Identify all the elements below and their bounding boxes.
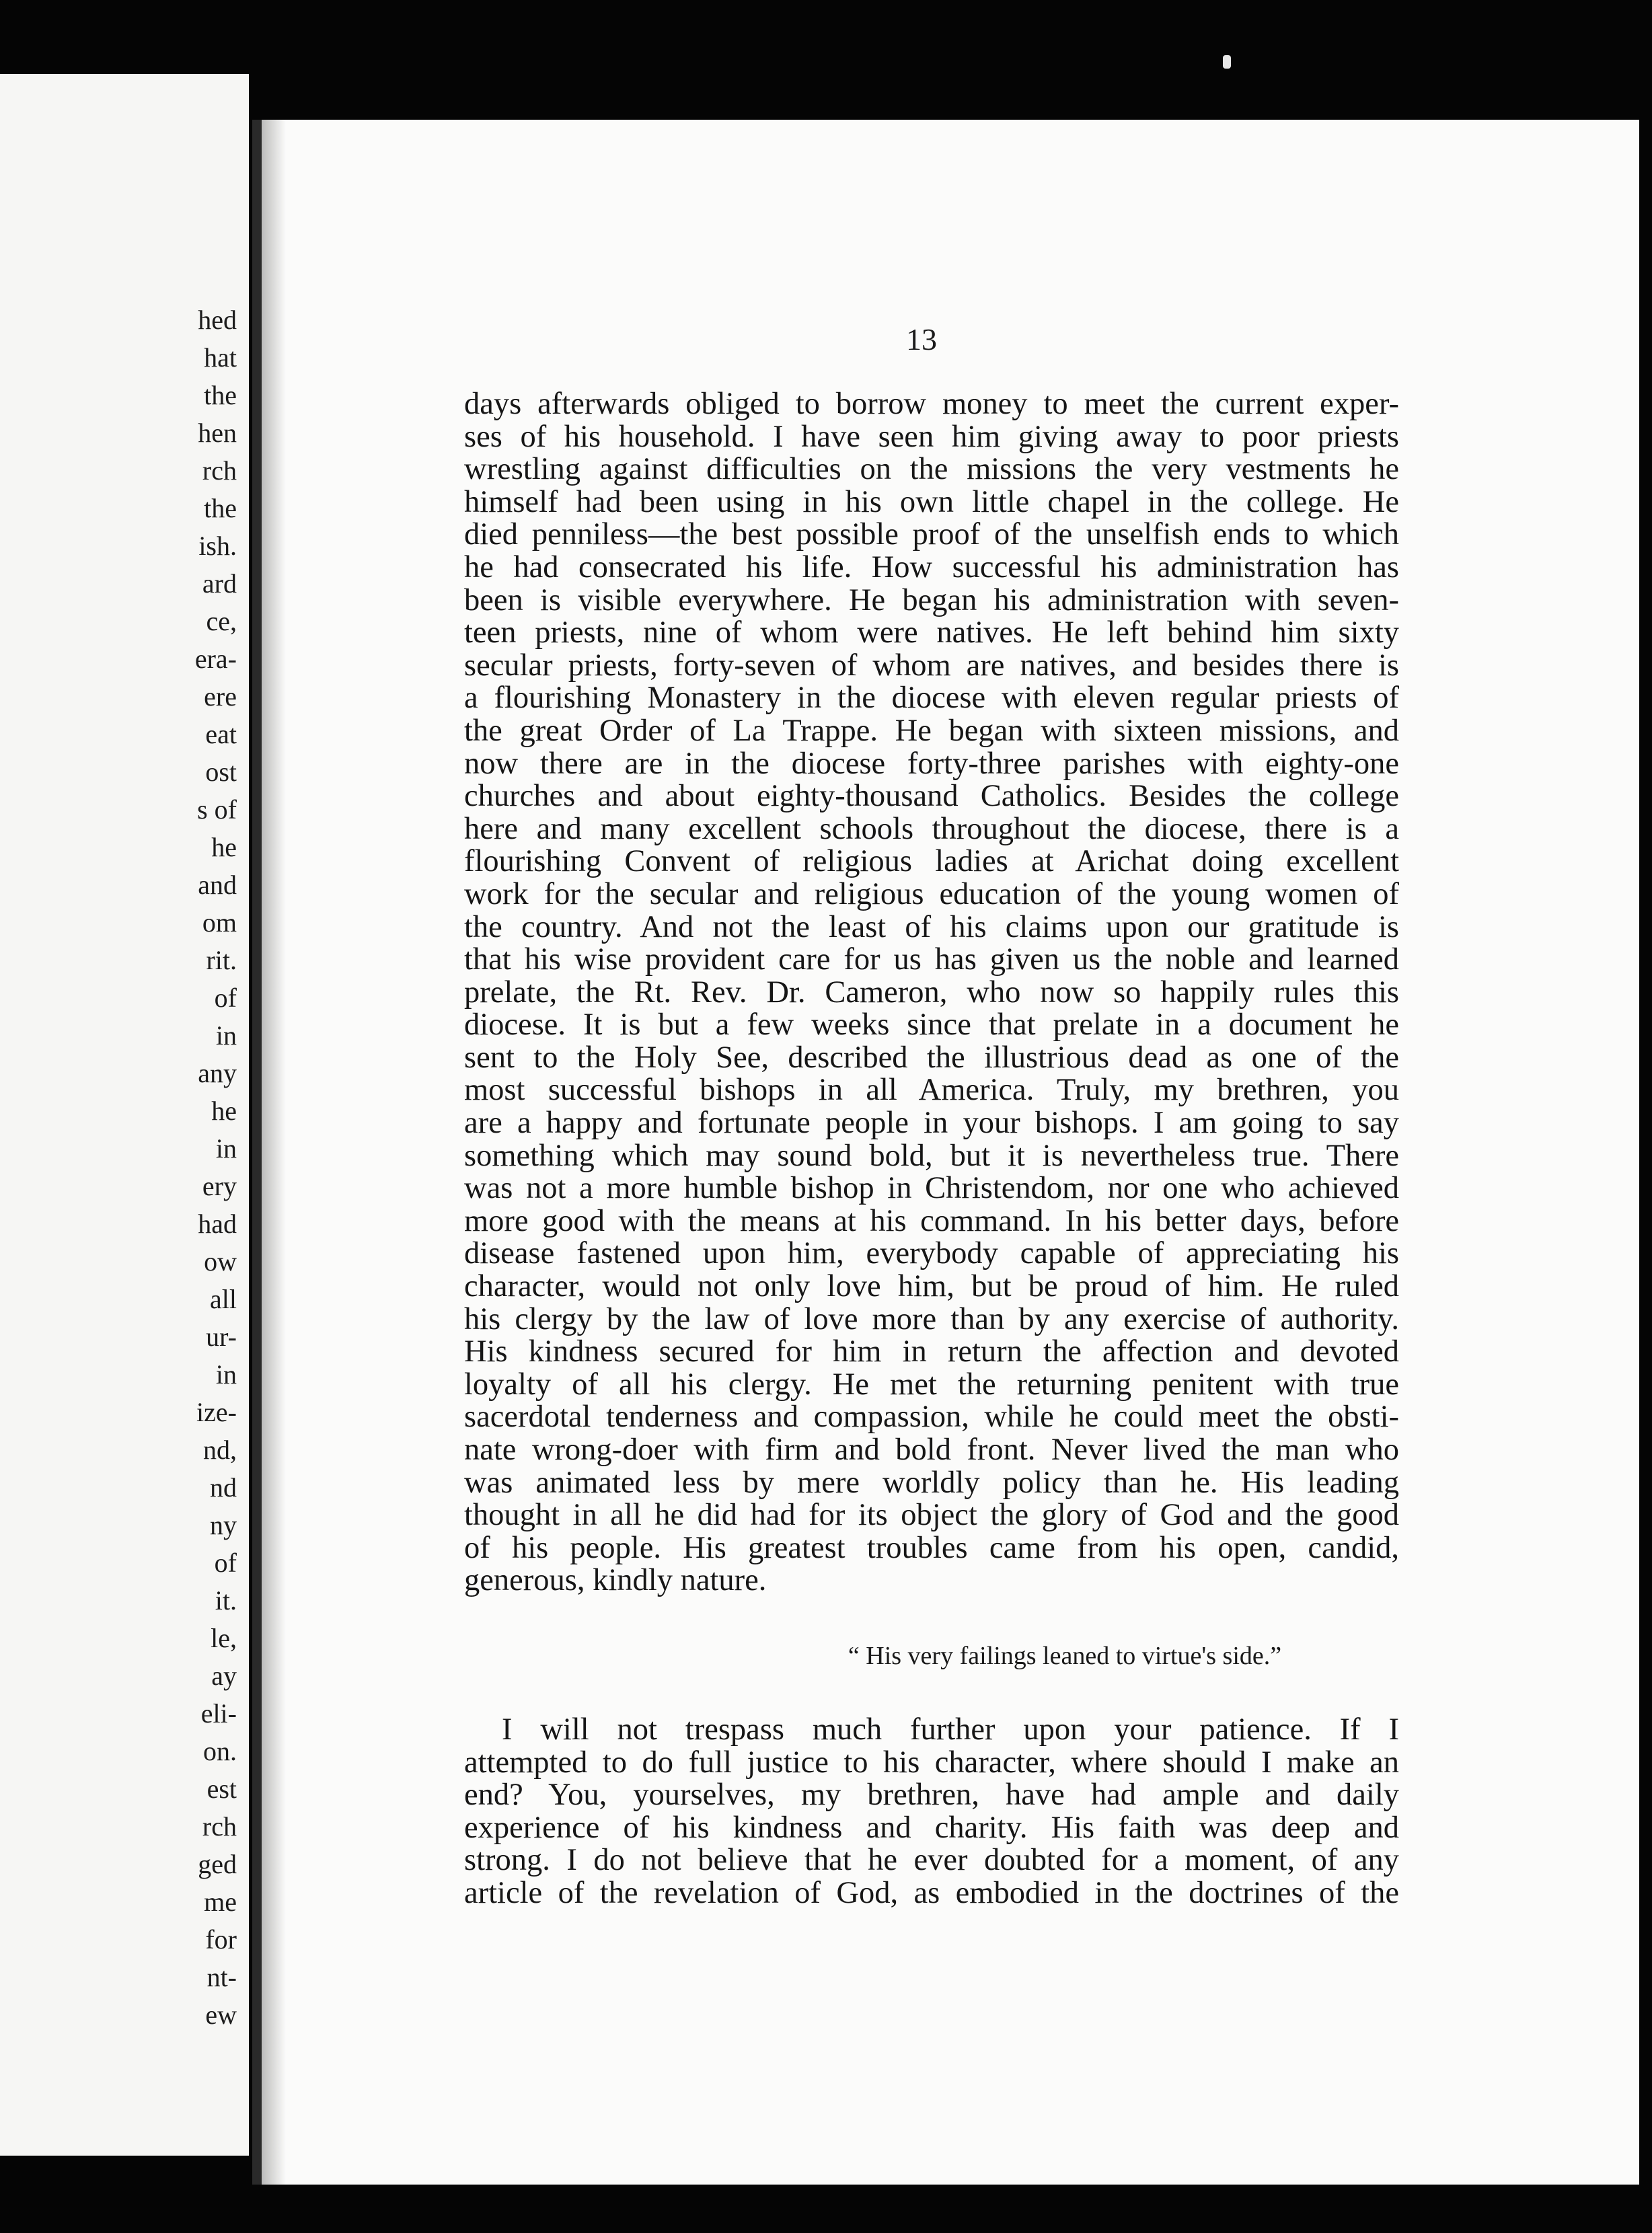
text-line: a flourishing Monastery in the diocese with eleven regular priests of — [464, 682, 1399, 715]
adjacent-page-fragment: in — [215, 1020, 237, 1051]
text-line: ses of his household. I have seen him giving away to poor priests — [464, 420, 1399, 454]
text-line: churches and about eighty-thousand Catholics. Besides the college — [464, 780, 1399, 813]
text-line: flourishing Convent of religious ladies at Arichat doing excellent — [464, 845, 1399, 878]
adjacent-page-fragment: of — [214, 983, 237, 1013]
text-line: was not a more humble bishop in Christendom, nor one who achieved — [464, 1172, 1399, 1205]
adjacent-page-fragment: eli- — [200, 1698, 237, 1729]
text-line: days afterwards obliged to borrow money to meet the current exper- — [464, 388, 1399, 421]
adjacent-page-fragment: hat — [204, 342, 237, 373]
text-line: that his wise provident care for us has given us the noble and learned — [464, 944, 1399, 977]
text-line: work for the secular and religious education of the young women of — [464, 878, 1399, 911]
text-line: here and many excellent schools throughout the diocese, there is a — [464, 812, 1399, 846]
adjacent-page-fragment: le, — [211, 1623, 237, 1653]
text-line: secular priests, forty-seven of whom are natives, and besides there is — [464, 649, 1399, 683]
adjacent-page-fragment: hed — [198, 305, 237, 335]
adjacent-page-fragment: hen — [198, 418, 237, 448]
page-number: 13 — [906, 322, 937, 356]
adjacent-page-fragment: ur- — [206, 1322, 237, 1352]
adjacent-page-fragment: nd, — [203, 1435, 237, 1465]
adjacent-page-fragment: ard — [202, 568, 237, 599]
adjacent-page-fragment: ew — [205, 2000, 237, 2030]
text-line: nate wrong-doer with firm and bold front. Never lived the man who — [464, 1434, 1399, 1467]
text-line: experience of his kindness and charity. His faith was deep and — [464, 1811, 1399, 1845]
adjacent-page-fragment: era- — [194, 644, 237, 674]
adjacent-page-fragment: rch — [202, 455, 237, 486]
adjacent-page-fragment: me — [204, 1887, 237, 1917]
gutter-shadow — [262, 120, 286, 2185]
adjacent-page-fragment: in — [215, 1359, 237, 1390]
adjacent-page-fragment: the — [204, 493, 237, 523]
adjacent-page-fragment: rch — [202, 1811, 237, 1842]
text-line: article of the revelation of God, as embodied in the doctrines of the — [464, 1877, 1399, 1910]
text-line: generous, kindly nature. — [464, 1564, 767, 1597]
text-line: loyalty of all his clergy. He met the returning penitent with true — [464, 1368, 1399, 1402]
scan-speck — [1223, 55, 1231, 69]
text-line: diocese. It is but a few weeks since that prelate in a document he — [464, 1009, 1399, 1042]
text-line: now there are in the diocese forty-three parishes with eighty-one — [464, 747, 1399, 781]
adjacent-page-fragment: ost — [205, 757, 237, 787]
text-line: he had consecrated his life. How successful his administration has — [464, 551, 1399, 584]
adjacent-page-fragment: it. — [215, 1585, 237, 1616]
adjacent-page-fragment: nt- — [206, 1962, 237, 1992]
text-line: his clergy by the law of love more than by any exercise of authority. — [464, 1303, 1399, 1336]
adjacent-page-fragment: nd — [210, 1472, 237, 1503]
adjacent-page-fragment: for — [205, 1924, 237, 1955]
text-line: strong. I do not believe that he ever doubted for a moment, of any — [464, 1844, 1399, 1877]
text-line: end? You, yourselves, my brethren, have had ample and daily — [464, 1779, 1399, 1812]
adjacent-page-fragment: all — [210, 1284, 237, 1314]
adjacent-page-fragment: he — [211, 1096, 237, 1126]
text-line: sent to the Holy See, described the illustrious dead as one of the — [464, 1041, 1399, 1075]
text-line: the great Order of La Trappe. He began with sixteen missions, and — [464, 714, 1399, 748]
adjacent-page-fragment: rit. — [206, 945, 237, 975]
adjacent-page-fragment: ow — [204, 1246, 237, 1277]
adjacent-page-fragment: ery — [202, 1171, 237, 1201]
text-line: attempted to do full justice to his character, where should I make an — [464, 1746, 1399, 1780]
text-line: wrestling against difficulties on the missions the very vestments he — [464, 453, 1399, 486]
text-line: something which may sound bold, but it is nevertheless true. There — [464, 1139, 1399, 1173]
adjacent-page — [0, 74, 249, 2156]
adjacent-page-fragment: ce, — [206, 606, 237, 636]
text-line: the country. And not the least of his claims upon our gratitude is — [464, 911, 1399, 944]
adjacent-page-fragment: had — [198, 1209, 237, 1239]
adjacent-page-fragment: ay — [211, 1661, 237, 1691]
text-line: character, would not only love him, but be proud of him. He ruled — [464, 1271, 1399, 1303]
text-line: sacerdotal tenderness and compassion, while he could meet the obsti- — [464, 1401, 1399, 1434]
adjacent-page-fragment: and — [198, 870, 237, 900]
quotation-text: “ His very failings leaned to virtue's side.” — [848, 1642, 1282, 1670]
text-line: more good with the means at his command. In his better days, before — [464, 1205, 1399, 1238]
adjacent-page-fragment: the — [204, 380, 237, 410]
text-line: are a happy and fortunate people in your bishops. I am going to say — [464, 1107, 1399, 1140]
text-line: thought in all he did had for its object the glory of God and the good — [464, 1499, 1399, 1532]
adjacent-page-fragment: eat — [205, 719, 237, 749]
adjacent-page-fragment: he — [211, 832, 237, 862]
text-line: I will not trespass much further upon your patience. If I — [502, 1714, 1399, 1747]
adjacent-page-fragment: om — [202, 907, 237, 938]
adjacent-page-fragment: s of — [197, 794, 237, 825]
adjacent-page-fragment: ny — [210, 1510, 237, 1540]
adjacent-page-fragment: ize- — [196, 1397, 237, 1427]
adjacent-page-fragment: ged — [198, 1849, 237, 1879]
text-line: most successful bishops in all America. Truly, my brethren, you — [464, 1074, 1399, 1108]
paragraph-closing — [464, 1714, 1399, 1910]
text-line: been is visible everywhere. He began his administration with seven- — [464, 584, 1399, 617]
quotation — [0, 1641, 1652, 1671]
adjacent-page-fragment: of — [214, 1548, 237, 1578]
adjacent-page-fragment: est — [206, 1774, 237, 1804]
text-line: disease fastened upon him, everybody capable of appreciating his — [464, 1238, 1399, 1271]
text-line: died penniless—the best possible proof of the unselfish ends to which — [464, 519, 1399, 552]
text-line: of his people. His greatest troubles came from his open, candid, — [464, 1531, 1399, 1565]
text-line: was animated less by mere worldly policy than he. His leading — [464, 1466, 1399, 1500]
adjacent-page-fragment: on. — [203, 1736, 237, 1766]
text-line: teen priests, nine of whom were natives. He left behind him sixty — [464, 617, 1399, 650]
adjacent-page-fragment: ish. — [198, 531, 237, 561]
text-line: himself had been using in his own little chapel in the college. He — [464, 486, 1399, 519]
paragraph-main — [464, 388, 1399, 1597]
adjacent-page-fragment: in — [215, 1133, 237, 1164]
adjacent-page-fragment: any — [198, 1058, 237, 1088]
text-line: prelate, the Rt. Rev. Dr. Cameron, who now so happily rules this — [464, 976, 1399, 1010]
text-line: His kindness secured for him in return the affection and devoted — [464, 1336, 1399, 1369]
adjacent-page-fragment: ere — [204, 681, 237, 712]
